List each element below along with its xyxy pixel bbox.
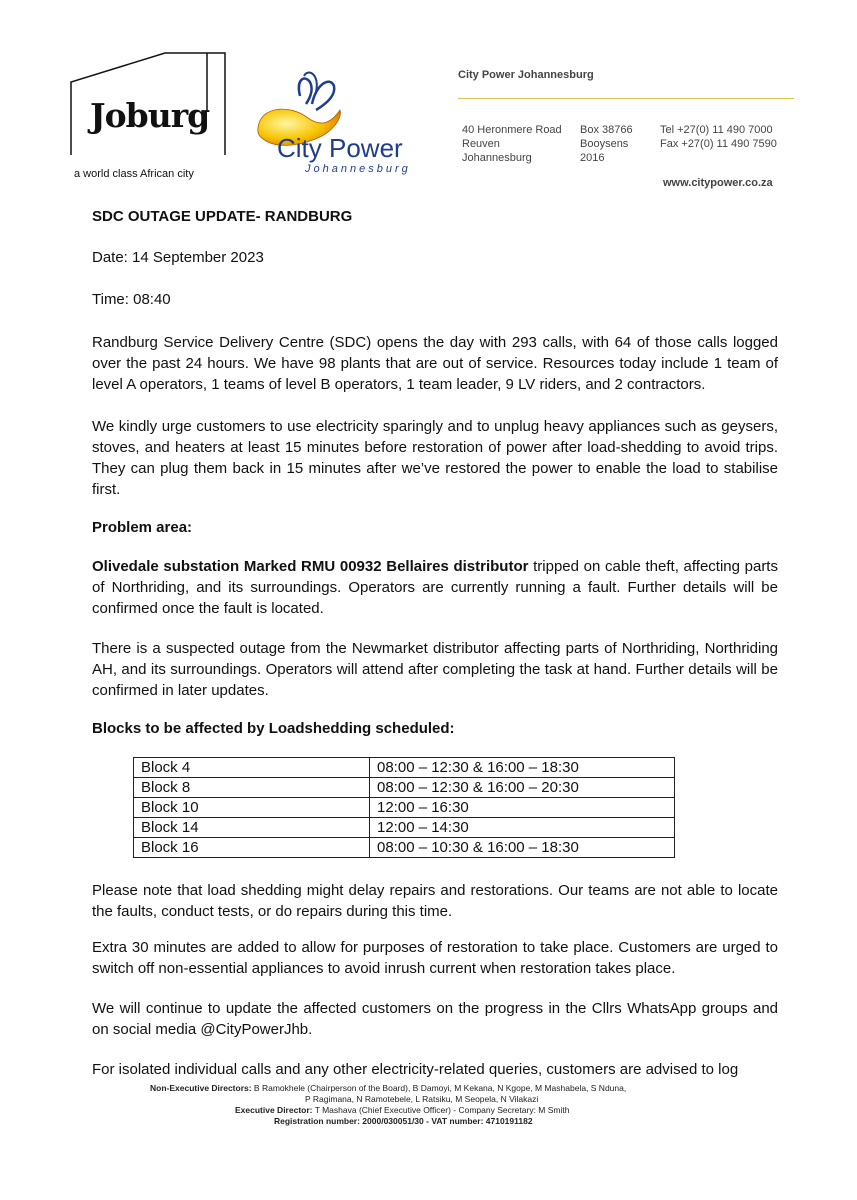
block-cell: Block 14 xyxy=(134,818,370,838)
header-contact xyxy=(660,123,777,151)
postal-line: 2016 xyxy=(580,152,605,164)
paragraph-restoration-note: Extra 30 minutes are added to allow for purposes of restoration to take place. Customers are urged to switch off non-essential appliances to avoid inrush current when restoration takes place. xyxy=(92,939,778,977)
problem-description: tripped on cable theft, affecting parts of Northriding, and its surroundings. Operators are currently running a fault. Further details will be confirmed once the fault is located. xyxy=(92,558,778,617)
paragraph-problem-newmarket: There is a suspected outage from the Newmarket distributor affecting parts of Northriding, Northriding AH, and its surroundings. Operators will attend after completing the task at hand. Further details will be confirmed in later updates. xyxy=(92,640,778,699)
blocks-heading: Blocks to be affected by Loadshedding scheduled: xyxy=(92,720,455,737)
footer-exec-label: Executive Director: xyxy=(235,1105,313,1115)
time-cell: 08:00 – 12:30 & 16:00 – 18:30 xyxy=(370,758,675,778)
footer-exec-text: T Mashava (Chief Executive Officer) - Company Secretary: M Smith xyxy=(312,1105,570,1115)
time-cell: 12:00 – 14:30 xyxy=(370,818,675,838)
block-cell: Block 8 xyxy=(134,778,370,798)
postal-line: Booysens xyxy=(580,138,629,150)
paragraph-problem-olivedale xyxy=(92,556,778,619)
paragraph-queries-note: For isolated individual calls and any other electricity-related queries, customers are advised to log xyxy=(92,1061,739,1078)
table-row xyxy=(134,778,675,798)
document-time: Time: 08:40 xyxy=(92,291,171,308)
problem-area-heading: Problem area: xyxy=(92,519,193,536)
city-power-subtitle: Johannesburg xyxy=(305,163,411,175)
document-date: Date: 14 September 2023 xyxy=(92,249,264,266)
postal-line: Box 38766 xyxy=(580,124,633,136)
footer-registration: Registration number: 2000/030051/30 - VAT number: 4710191182 xyxy=(274,1116,533,1126)
footer-ned-label: Non-Executive Directors: xyxy=(150,1083,252,1093)
fax-number: Fax +27(0) 11 490 7590 xyxy=(660,138,777,150)
block-cell: Block 16 xyxy=(134,838,370,858)
table-row xyxy=(134,758,675,778)
time-cell: 08:00 – 12:30 & 16:00 – 20:30 xyxy=(370,778,675,798)
header-website-link[interactable]: www.citypower.co.za xyxy=(663,177,773,189)
joburg-tagline: a world class African city xyxy=(74,168,194,180)
block-cell: Block 4 xyxy=(134,758,370,778)
paragraph-loadshedding-note: Please note that load shedding might delay repairs and restorations. Our teams are not able to locate the faults, conduct tests, or do repairs during this time. xyxy=(92,882,778,920)
footer-ned-line xyxy=(150,1083,750,1094)
problem-location-bold: Olivedale substation Marked RMU 00932 Bellaires distributor xyxy=(92,558,529,575)
header-divider xyxy=(458,98,794,99)
header-address xyxy=(462,123,562,165)
footer-directors xyxy=(150,1083,750,1127)
address-line: Johannesburg xyxy=(462,152,532,164)
paragraph-customer-advice: We kindly urge customers to use electricity sparingly and to unplug heavy appliances such as geysers, stoves, and heaters at least 15 minutes before restoration of power after load-shedding to avoid trips. They can plug them back in 15 minutes after we’ve restored the power to enable the load to stabilise first. xyxy=(92,418,778,498)
time-cell: 08:00 – 10:30 & 16:00 – 18:30 xyxy=(370,838,675,858)
phone-number: Tel +27(0) 11 490 7000 xyxy=(660,124,773,136)
address-line: 40 Heronmere Road xyxy=(462,124,562,136)
joburg-logo-text: Joburg xyxy=(90,96,210,135)
city-power-name: City Power xyxy=(277,133,403,163)
header-postal-box xyxy=(580,123,633,165)
address-line: Reuven xyxy=(462,138,500,150)
footer-exec-line xyxy=(150,1105,750,1116)
paragraph-opening-summary: Randburg Service Delivery Centre (SDC) opens the day with 293 calls, with 64 of those calls logged over the past 24 hours. We have 98 plants that are out of service. Resources today include 1 team of level A operators, 1 teams of level B operators, 1 team leader, 9 LV riders, and 2 contractors. xyxy=(92,334,778,393)
paragraph-updates-note: We will continue to update the affected customers on the progress in the Cllrs WhatsApp groups and on social media @CityPowerJhb. xyxy=(92,1000,778,1038)
header-company-title: City Power Johannesburg xyxy=(458,69,594,81)
block-cell: Block 10 xyxy=(134,798,370,818)
loadshedding-schedule-table xyxy=(133,757,675,858)
time-cell: 12:00 – 16:30 xyxy=(370,798,675,818)
footer-ned-names-continued: P Ragimana, N Ramotebele, L Ratsiku, M Seopela, N Vilakazi xyxy=(305,1094,539,1104)
table-row xyxy=(134,818,675,838)
document-title: SDC OUTAGE UPDATE- RANDBURG xyxy=(92,208,353,225)
footer-ned-names: B Ramokhele (Chairperson of the Board), B Damoyi, M Kekana, N Kgope, M Mashabela, S Nduna, xyxy=(251,1083,627,1093)
table-row xyxy=(134,798,675,818)
table-row xyxy=(134,838,675,858)
